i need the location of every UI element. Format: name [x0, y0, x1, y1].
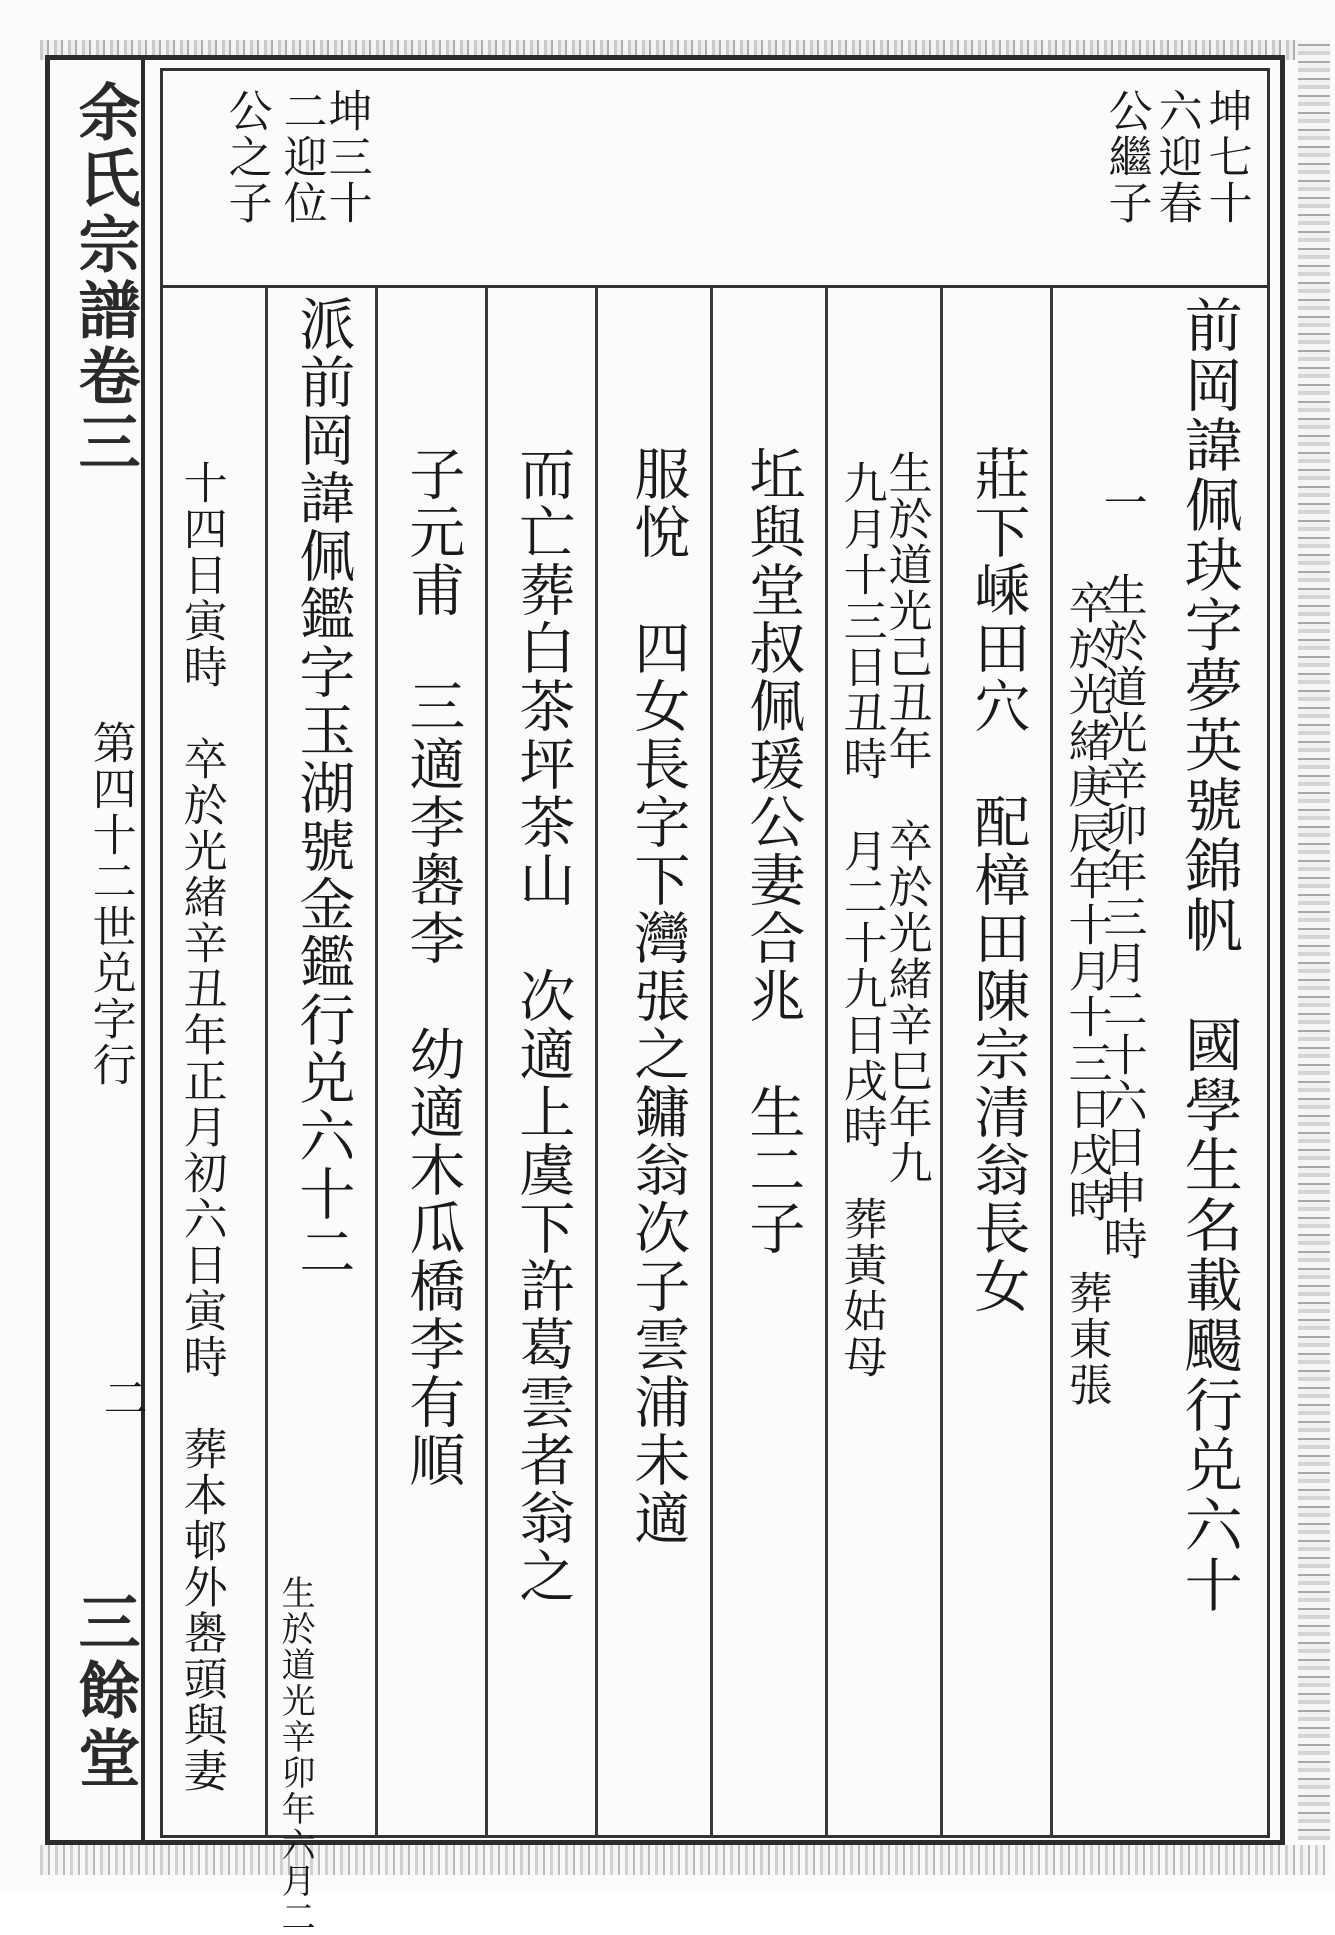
- entry-line-11: 派前岡諱佩鑑字玉湖號金鑑行兑六十二: [290, 295, 356, 1281]
- entry-line-1: 前岡諱佩玦字夢英號錦帆 國學生名載颺行兑六十: [1174, 295, 1243, 1615]
- generation-label: 第四十二世兑字行: [84, 720, 136, 1088]
- grid-divider: [160, 285, 1270, 288]
- column-rule: [710, 288, 713, 1838]
- hall-mark: 三餘堂: [68, 1590, 141, 1794]
- entry-line-6: 九月十三日丑時 月二十九日戌時 葬黃姑母: [835, 460, 887, 1380]
- page-number: 二: [95, 1375, 147, 1421]
- column-rule: [595, 288, 598, 1838]
- top-cell-left-col2: 二迎位: [275, 88, 327, 226]
- entry-line-4: 莊下嵊田穴 配樟田陳宗清翁長女: [965, 445, 1031, 1315]
- entry-line-10: 子元甫 三適李嶴李 幼適木瓜橋李有順: [400, 445, 466, 1489]
- column-rule: [265, 288, 268, 1838]
- entry-line-8: 服悅 四女長字下灣張之鏞翁次子雲浦未適: [625, 445, 691, 1547]
- scan-edge-right: [1298, 40, 1330, 1840]
- entry-line-13: 十四日寅時 卒於光緒辛丑年正月初六日寅時 葬本邨外嶴頭與妻: [175, 460, 227, 1794]
- top-cell-left-col3: 公之子: [220, 88, 272, 226]
- top-cell-right-col3: 公繼子: [1100, 88, 1152, 226]
- top-cell-right-col1: 坤七十: [1200, 88, 1252, 226]
- scan-edge-bottom: [40, 1845, 1330, 1875]
- top-cell-right-col2: 六迎春: [1150, 88, 1202, 226]
- entry-line-3: 卒於光緒庚辰年十月十三日戌時 葬東張: [1060, 580, 1112, 1408]
- top-cell-left-col1: 坤三十: [320, 88, 372, 226]
- column-rule: [375, 288, 378, 1838]
- column-rule: [1050, 288, 1053, 1838]
- entry-line-9: 而亡葬白茶坪茶山 次適上虞下許葛雲者翁之: [510, 445, 576, 1605]
- book-title: 余氏宗譜卷三: [68, 80, 141, 476]
- entry-line-5: 生於道光己丑年 卒於光緒辛巳年九: [880, 450, 932, 1186]
- entry-line-7: 坵與堂叔佩瑗公妻合兆 生二子: [740, 445, 806, 1257]
- entry-line-12: 生於道光辛卯年六月二: [275, 1575, 316, 1935]
- entry-line-2: 一 生於道光辛卯年三月二十六日申時: [1095, 480, 1147, 1262]
- column-rule: [485, 288, 488, 1838]
- column-rule: [940, 288, 943, 1838]
- column-rule: [825, 288, 828, 1838]
